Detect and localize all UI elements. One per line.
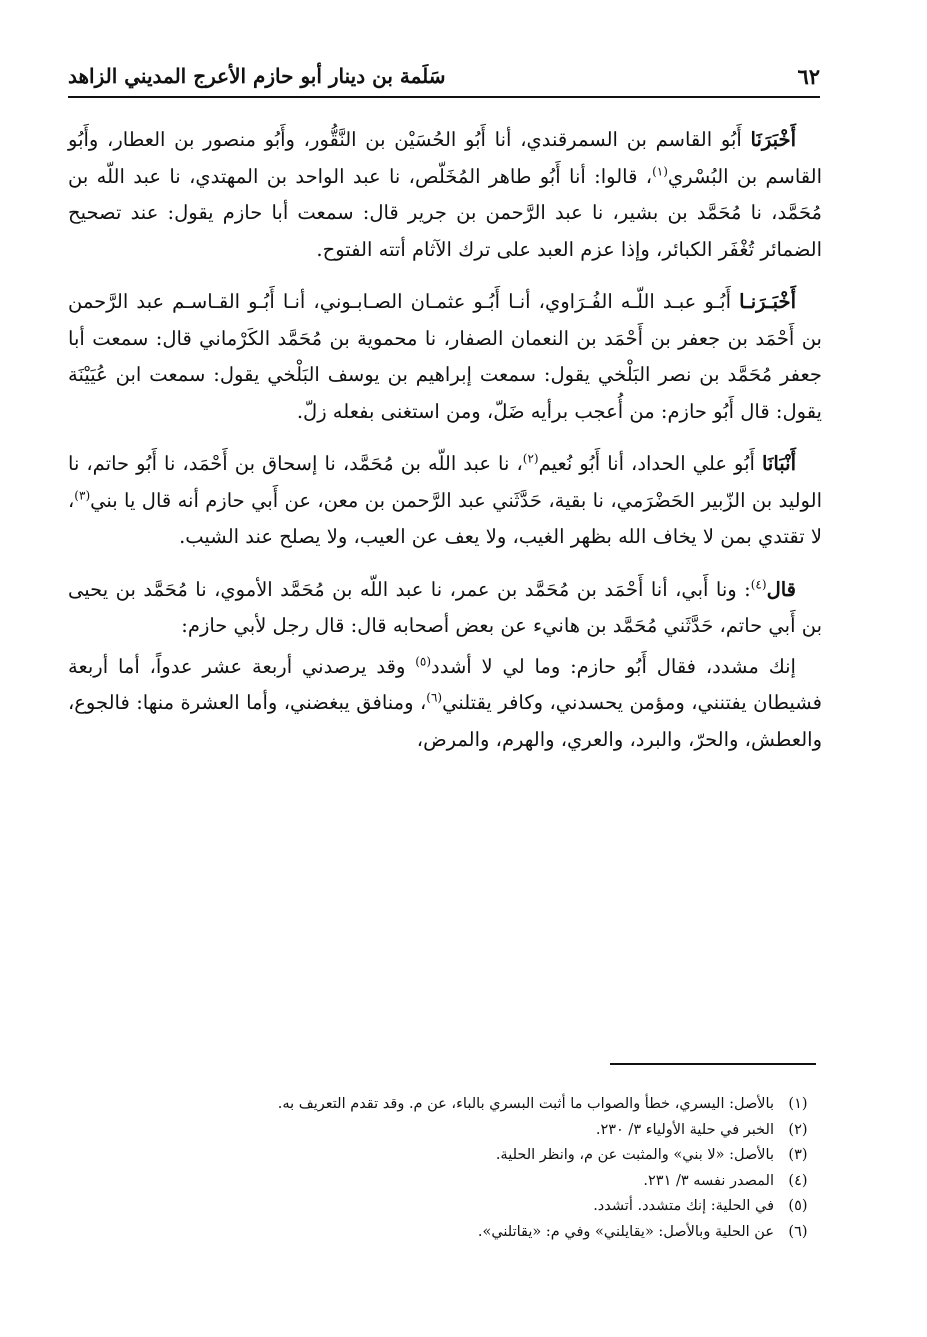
paragraph — [68, 572, 822, 645]
paragraph-text: ، نا عبد اللّه بن مُحَمَّد، نا إسحاق بن أَحْمَد، نا أَبُو حاتم، نا الوليد بن الزّبير الحَضْرَمي، نا بقية، حَدَّثَني عبد الرَّحمن بن معن، عن أَبي حازم أنه قال يا بني — [68, 452, 822, 512]
footnote-number: (٤) — [788, 1172, 808, 1189]
footnote-text: الخبر في حلية الأولياء ٣/ ٢٣٠. — [595, 1121, 774, 1138]
paragraph-lead-word: أَنْبَانَا — [761, 452, 796, 475]
paragraph — [68, 649, 822, 759]
footnote-text: بالأصل: «لا بني» والمثبت عن م، وانظر الحلية. — [495, 1147, 774, 1163]
paragraph-text: ، ومنافق يبغضني، وأما العشرة منها: فالجوع، والعطش، والحرّ، والبرد، والعري، والهرم، والمرض، — [68, 691, 822, 751]
page-header — [68, 56, 820, 98]
footnote — [150, 1194, 822, 1220]
footnote — [150, 1220, 822, 1246]
footnote-reference: (٤) — [750, 577, 767, 591]
footnote-number: (٢) — [788, 1121, 808, 1138]
paragraph-lead-word: أَخْبَرَنَا — [750, 128, 796, 151]
footnote-text: عن الحلية وبالأصل: «يقايلني» وفي م: «يقاتلني». — [477, 1223, 774, 1240]
footnotes — [150, 1092, 822, 1245]
paragraph-text: : ونا أَبي، أنا أَحْمَد بن مُحَمَّد بن عمر، نا عبد اللّه بن مُحَمَّد الأموي، نا مُحَمَّد بن يحيى بن أَبي حاتم، حَدَّثَني مُحَمَّد بن هانيء عن بعض أصحابه قال: قال رجل لأبي حازم: — [68, 577, 822, 637]
paragraph-text: إنك مشدد، فقال أَبُو حازم: وما لي لا أشدد — [431, 654, 796, 678]
footnote-number: (٣) — [788, 1147, 808, 1163]
paragraph-text: أَبُو علي الحداد، أنا أَبُو نُعيم — [538, 452, 762, 475]
page-number: ٦٢ — [797, 64, 820, 89]
paragraph-text: ، قالوا: أنا أَبُو طاهر المُخَلّص، نا عبد الواحد بن المهتدي، نا عبد اللّه بن مُحَمَّد، نا مُحَمَّد بن بشير، نا عبد الرَّحمن بن جرير قال: سمعت أبا حازم يقول: عند تصحيح الضمائر تُغْفَر الكبائر، وإذا عزم العبد على ترك الآثام أتته الفتوح. — [68, 164, 822, 261]
footnote-reference: (٣) — [74, 488, 91, 502]
header-rule — [68, 96, 820, 98]
paragraph-text: أَبُو القاسم بن السمرقندي، أنا أَبُو الحُسَيْن بن النَّقُّور، وأَبُو منصور بن العطار، وأَبُو القاسم بن البُسْري — [68, 128, 823, 188]
footnote-number: (١) — [788, 1096, 808, 1112]
paragraph-text: ، لا تقتدي بمن لا يخاف الله بظهر الغيب، ولا يعف عن العيب، ولا يصلح عند الشيب. — [68, 488, 822, 548]
footnote — [150, 1143, 822, 1169]
footnote — [150, 1118, 822, 1144]
footnote — [150, 1169, 822, 1195]
footnote-number: (٦) — [788, 1223, 808, 1240]
paragraph — [68, 284, 822, 430]
running-title: سَلَمة بن دينار أبو حازم الأعرج المديني الزاهد — [68, 64, 446, 88]
footnote-separator — [610, 1063, 816, 1065]
paragraph-lead-word: أَخْبَـرَنـا — [739, 290, 796, 313]
footnote-text: المصدر نفسه ٣/ ٢٣١. — [643, 1172, 774, 1189]
footnote-number: (٥) — [788, 1198, 808, 1214]
footnote-reference: (٢) — [522, 451, 539, 466]
footnote-reference: (١) — [652, 164, 668, 178]
footnote-reference: (٥) — [415, 654, 432, 668]
footnote-text: بالأصل: اليسري، خطأ والصواب ما أثبت البسري بالباء، عن م. وقد تقدم التعريف به. — [277, 1096, 774, 1112]
main-text — [68, 122, 822, 774]
footnote-reference: (٦) — [426, 690, 443, 705]
paragraph-text: أَبُـو عبـد اللّـه الفُـرَاوي، أنـا أَبُـو عثمـان الصـابـوني، أنـا أَبُـو القـاسـم عبد الرَّحمن بن أَحْمَد بن جعفر بن أَحْمَد بن النعمان الصفار، نا محموية بن مُحَمَّد الكَرْماني قال: سمعت أبا جعفر مُحَمَّد بن نصر البَلْخي يقول: سمعت إبراهيم بن يوسف البَلْخي يقول: سمعت ابن عُيَيْنَة يقول: قال أَبُو حازم: من أُعجب برأيه ضَلّ، ومن استغنى بفعله زلّ. — [68, 290, 822, 423]
paragraph — [68, 122, 822, 268]
footnote — [150, 1092, 822, 1118]
paragraph — [68, 446, 822, 556]
paragraph-lead-word: قال — [766, 577, 796, 601]
paragraph-text: وقد يرصدني أربعة عشر عدواً، أما أربعة فشيطان يفتنني، ومؤمن يحسدني، وكافر يقتلني — [68, 654, 822, 714]
footnote-text: في الحلية: إنك متشدد. أتشدد. — [593, 1198, 774, 1214]
